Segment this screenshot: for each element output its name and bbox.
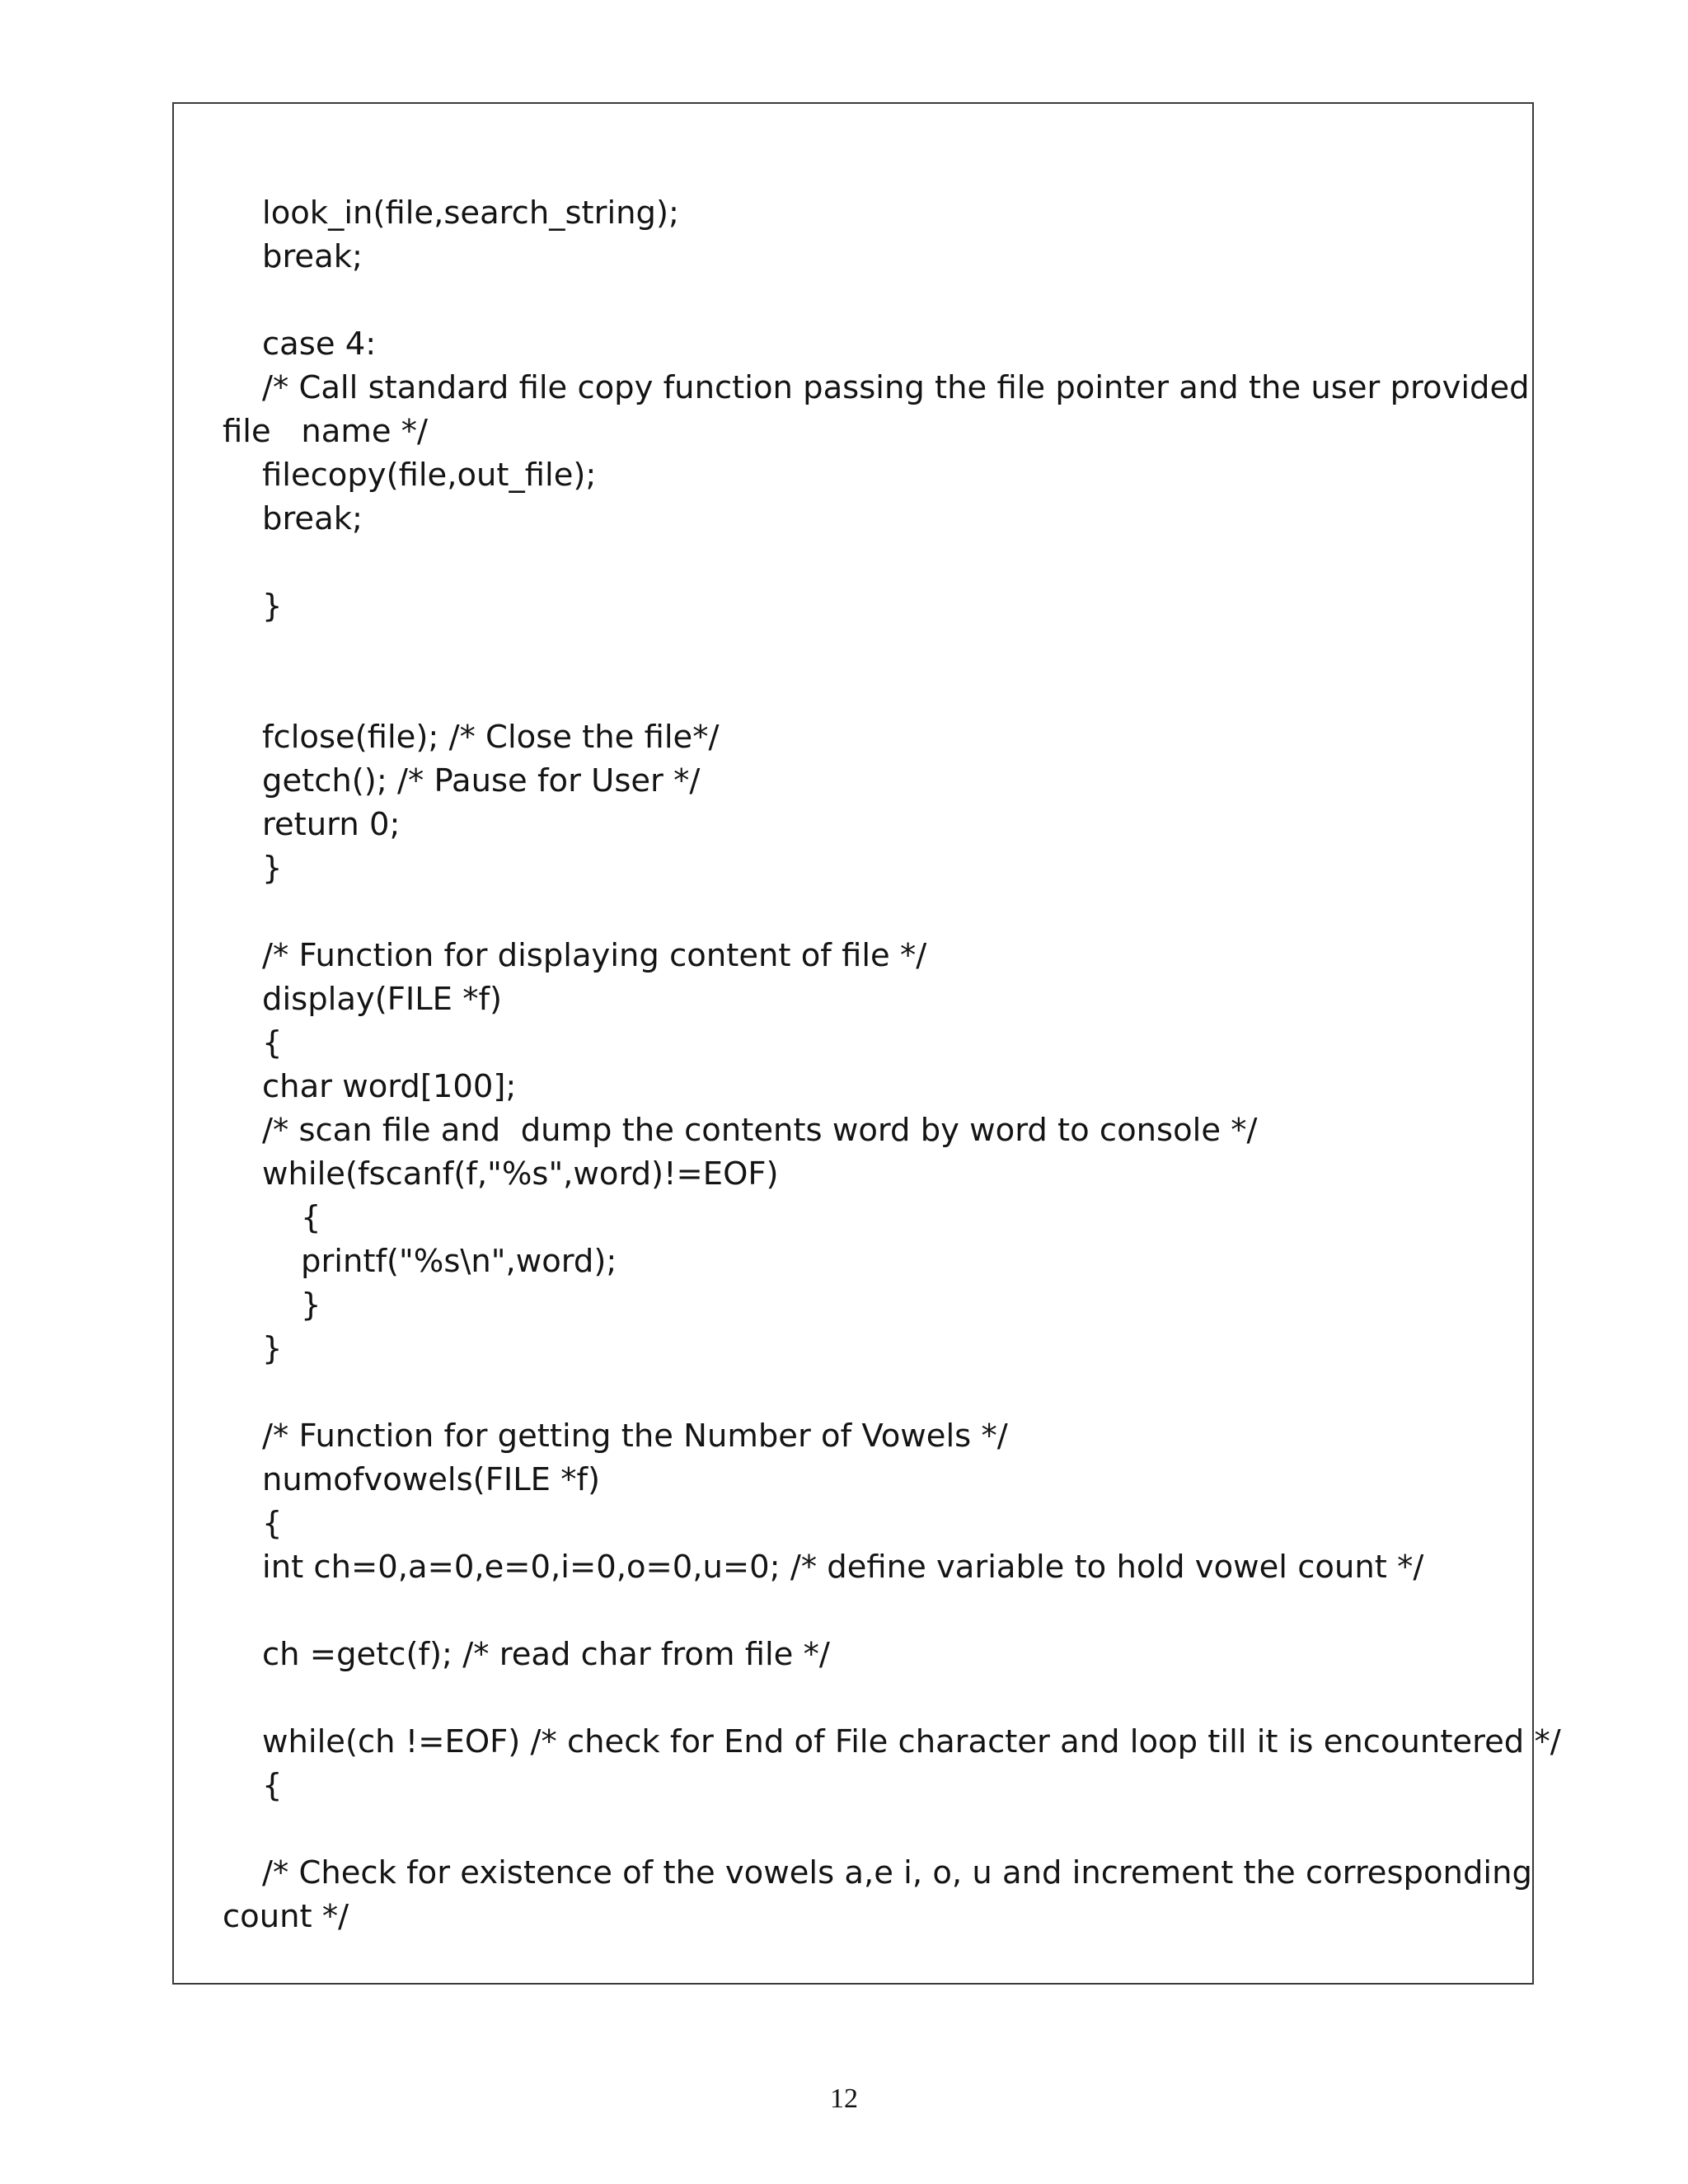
code-line-25: {: [262, 1505, 283, 1542]
code-line-30: /* Check for existence of the vowels a,e i, o, u and increment the corresponding: [262, 1854, 1532, 1891]
code-line-17: /* scan file and dump the contents word by word to console */: [262, 1112, 1258, 1149]
code-line-15: {: [262, 1024, 283, 1062]
code-line-20: printf("%s\n",word);: [301, 1243, 617, 1280]
code-line-28: while(ch !=EOF) /* check for End of File character and loop till it is encountered */: [262, 1723, 1561, 1760]
code-line-10: getch(); /* Pause for User */: [262, 762, 701, 799]
code-line-12: }: [262, 850, 283, 887]
code-line-8: }: [262, 588, 283, 625]
code-line-22: }: [262, 1330, 283, 1367]
code-line-16: char word[100];: [262, 1068, 517, 1105]
code-line-1: look_in(file,search_string);: [262, 194, 679, 232]
code-line-26: int ch=0,a=0,e=0,i=0,o=0,u=0; /* define variable to hold vowel count */: [262, 1549, 1424, 1586]
code-line-11: return 0;: [262, 806, 401, 843]
code-line-19: {: [301, 1199, 321, 1236]
code-line-18: while(fscanf(f,"%s",word)!=EOF): [262, 1155, 779, 1193]
code-line-13: /* Function for displaying content of file */: [262, 937, 927, 974]
code-line-14: display(FILE *f): [262, 981, 503, 1018]
code-line-21: }: [301, 1286, 321, 1324]
code-line-23: /* Function for getting the Number of Vowels */: [262, 1418, 1008, 1455]
code-line-29: {: [262, 1767, 283, 1804]
code-line-5: file name */: [223, 413, 428, 450]
code-line-7: break;: [262, 500, 363, 537]
code-line-31: count */: [223, 1898, 349, 1935]
code-line-2: break;: [262, 238, 363, 275]
code-line-9: fclose(file); /* Close the file*/: [262, 719, 720, 756]
page-number: 12: [830, 2083, 858, 2114]
code-line-6: filecopy(file,out_file);: [262, 457, 597, 494]
code-line-4: /* Call standard file copy function passing the file pointer and the user provided: [262, 369, 1530, 406]
code-line-24: numofvowels(FILE *f): [262, 1461, 601, 1498]
code-line-3: case 4:: [262, 326, 377, 363]
code-line-27: ch =getc(f); /* read char from file */: [262, 1636, 830, 1673]
